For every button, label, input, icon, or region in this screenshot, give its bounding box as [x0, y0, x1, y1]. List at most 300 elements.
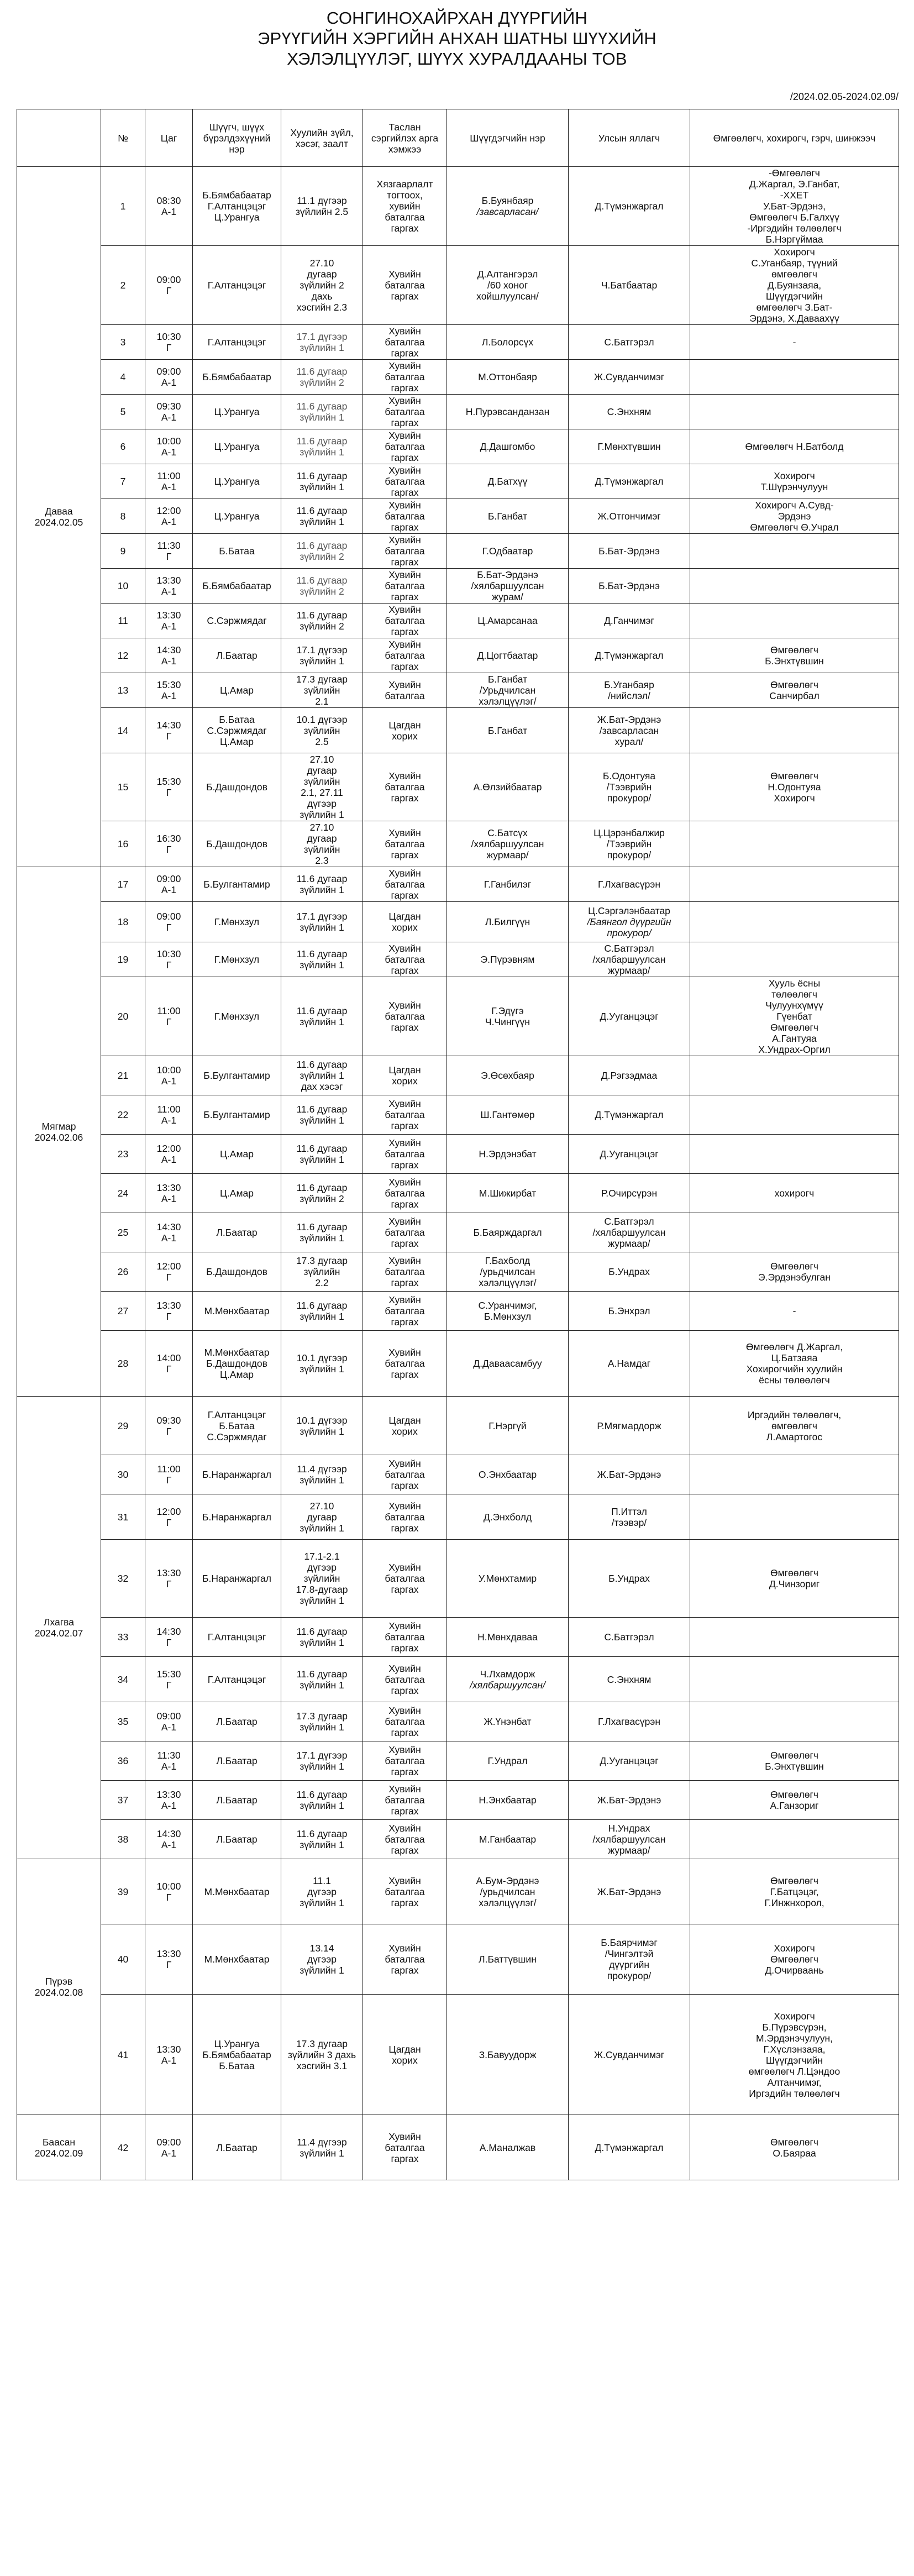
- prosecutor-cell: [569, 867, 690, 902]
- measure-cell-line: Хувийн: [388, 326, 421, 337]
- measure-cell-line: гаргах: [391, 1277, 419, 1288]
- measure-cell-line: баталгаа: [385, 1148, 425, 1160]
- others-cell: [690, 360, 899, 395]
- day-cell-line: Мягмар: [41, 1120, 76, 1132]
- others-cell: [690, 325, 899, 360]
- table-row: [17, 2115, 899, 2180]
- law-cell-line: 11.6 дугаар: [296, 1789, 348, 1800]
- time-cell: [145, 1135, 193, 1174]
- defendant-cell: [447, 1213, 569, 1252]
- time-cell-line: Г: [166, 730, 172, 742]
- judge-cell-line: Г.Мөнхзул: [214, 954, 260, 965]
- others-cell-line: Гүенбат: [776, 1011, 812, 1022]
- prosecutor-cell-line: С.Батгэрэл: [604, 1631, 654, 1643]
- measure-cell-line: тогтоох,: [387, 190, 423, 201]
- prosecutor-cell: [569, 1056, 690, 1095]
- judge-cell-line: Ц.Урангуа: [214, 511, 260, 522]
- law-cell-line: 11.1: [313, 1875, 331, 1886]
- law-cell-line: 11.6 дугаар: [296, 1300, 348, 1311]
- others-cell-line: У.Бат-Эрдэнэ,: [763, 201, 826, 212]
- measure-cell-line: Хувийн: [388, 1177, 421, 1188]
- table-row: [17, 246, 899, 325]
- prosecutor-cell-line: /хялбаршуулсан: [592, 954, 666, 965]
- time-cell: [145, 1494, 193, 1540]
- others-cell: [690, 977, 899, 1056]
- law-cell-line: зүйлийн 2: [300, 1193, 344, 1204]
- measure-cell: [363, 2115, 447, 2180]
- table-row: [17, 1924, 899, 1995]
- others-cell: [690, 395, 899, 429]
- measure-cell-line: гаргах: [391, 291, 419, 302]
- table-row: [17, 1331, 899, 1397]
- measure-cell-line: баталгаа: [385, 650, 425, 661]
- defendant-cell: [447, 534, 569, 569]
- prosecutor-cell-line: Ж.Сувданчимэг: [593, 371, 665, 382]
- time-cell: [145, 1781, 193, 1820]
- measure-cell-line: баталгаа: [385, 1469, 425, 1480]
- prosecutor-cell: [569, 499, 690, 534]
- prosecutor-cell: [569, 638, 690, 673]
- table-row: [17, 499, 899, 534]
- others-cell: [690, 1859, 899, 1924]
- measure-cell-line: Хувийн: [388, 1875, 421, 1886]
- law-cell-line: зүйлийн 1: [300, 1839, 344, 1850]
- prosecutor-cell: [569, 464, 690, 499]
- defendant-cell-line: А.Маналжав: [479, 2142, 536, 2153]
- time-cell-line: 13:30: [156, 2043, 181, 2055]
- law-cell: [281, 569, 363, 604]
- law-cell-line: 27.10: [309, 822, 334, 833]
- judge-cell-line: Г.Мөнхзул: [214, 1011, 260, 1022]
- table-row: [17, 1397, 899, 1455]
- measure-cell-line: Цагдан: [388, 911, 421, 922]
- defendant-cell-line: Г.Ганбилэг: [484, 879, 532, 890]
- law-cell-line: 11.6 дугаар: [296, 1626, 348, 1637]
- time-cell-line: А-1: [161, 1800, 177, 1811]
- row-number: 1: [101, 167, 145, 246]
- judge-cell-line: Б.Бямбабаатар: [202, 580, 271, 591]
- law-cell: [281, 942, 363, 977]
- prosecutor-cell: [569, 1820, 690, 1859]
- others-cell-line: өмгөөлөгч Л.Цэндоо: [748, 2065, 841, 2077]
- time-cell-line: Г: [166, 1517, 172, 1528]
- table-row: [17, 1741, 899, 1781]
- defendant-cell: [447, 246, 569, 325]
- row-number: 38: [101, 1820, 145, 1859]
- prosecutor-cell: [569, 1781, 690, 1820]
- defendant-cell: [447, 1397, 569, 1455]
- others-cell: [690, 1135, 899, 1174]
- law-cell-line: 11.6 дугаар: [296, 505, 348, 516]
- time-cell-line: А-1: [161, 621, 177, 632]
- time-cell-line: А-1: [161, 481, 177, 492]
- others-cell: [690, 1540, 899, 1618]
- time-cell-line: Г: [166, 1475, 172, 1486]
- others-cell-line: Т.Шүрэнчулуун: [760, 481, 828, 492]
- time-cell-line: 11:00: [157, 470, 181, 481]
- table-row: [17, 1859, 899, 1924]
- law-cell-line: 2.5: [315, 736, 329, 747]
- day-cell-line: 2024.02.07: [34, 1628, 83, 1639]
- row-number: 29: [101, 1397, 145, 1455]
- prosecutor-cell: [569, 753, 690, 821]
- measure-cell-line: гаргах: [391, 1845, 419, 1856]
- defendant-cell-line: З.Бавуудорж: [479, 2049, 537, 2060]
- law-cell: [281, 1292, 363, 1331]
- prosecutor-cell-line: /тээвэр/: [611, 1517, 647, 1528]
- law-cell-line: 2.3: [315, 855, 329, 866]
- header-time: Цаг: [145, 109, 193, 167]
- defendant-cell: [447, 821, 569, 867]
- defendant-cell-line: Б.Буянбаяр: [481, 195, 534, 206]
- time-cell: [145, 708, 193, 753]
- others-cell: [690, 429, 899, 464]
- time-cell-line: 13:30: [156, 610, 181, 621]
- prosecutor-cell: [569, 246, 690, 325]
- row-number: 39: [101, 1859, 145, 1924]
- law-cell: [281, 604, 363, 638]
- judge-cell: [193, 499, 281, 534]
- prosecutor-cell-line: Д.Түмэнжаргал: [595, 476, 664, 487]
- prosecutor-cell-line: Д.Түмэнжаргал: [595, 650, 664, 661]
- others-cell: [690, 499, 899, 534]
- measure-cell: [363, 395, 447, 429]
- law-cell: [281, 1618, 363, 1657]
- measure-cell: [363, 325, 447, 360]
- law-cell-line: зүйлийн 2: [300, 377, 344, 388]
- time-cell-line: А-1: [161, 516, 177, 527]
- judge-cell: [193, 821, 281, 867]
- time-cell-line: Г: [166, 787, 172, 798]
- law-cell-line: 11.6 дугаар: [296, 1005, 348, 1016]
- law-cell-line: 17.1 дүгээр: [296, 644, 348, 655]
- defendant-cell-line: С.Батсүх: [487, 827, 528, 838]
- header-others: Өмгөөлөгч, хохирогч, гэрч, шинжээч: [690, 109, 899, 167]
- law-cell: [281, 1455, 363, 1494]
- measure-cell-line: Хувийн: [388, 1216, 421, 1227]
- law-cell-line: зүйлийн 1: [300, 1232, 344, 1244]
- time-cell-line: Г: [166, 342, 172, 353]
- prosecutor-cell-line: дүүргийн: [608, 1959, 650, 1970]
- measure-cell-line: баталгаа: [385, 1886, 425, 1897]
- prosecutor-cell-line: /завсарласан: [599, 725, 659, 736]
- table-row: [17, 1292, 899, 1331]
- others-cell: [690, 1455, 899, 1494]
- prosecutor-cell-line: А.Намдаг: [607, 1358, 651, 1369]
- others-cell: [690, 942, 899, 977]
- law-cell-line: дугаар: [307, 269, 337, 280]
- defendant-cell: [447, 2115, 569, 2180]
- judge-cell: [193, 1174, 281, 1213]
- law-cell: [281, 1781, 363, 1820]
- judge-cell: [193, 1820, 281, 1859]
- measure-cell-line: гаргах: [391, 557, 419, 568]
- table-row: [17, 534, 899, 569]
- defendant-cell-line: Д.Цогтбаатар: [477, 650, 538, 661]
- law-cell-line: 11.1 дүгээр: [297, 195, 347, 206]
- others-cell-line: Өмгөөлөгч: [770, 770, 818, 781]
- defendant-cell: [447, 977, 569, 1056]
- row-number: 7: [101, 464, 145, 499]
- defendant-cell: [447, 1702, 569, 1741]
- measure-cell-line: баталгаа: [385, 580, 425, 591]
- law-cell-line: зүйлийн 1: [300, 412, 344, 423]
- judge-cell-line: Ц.Урангуа: [214, 476, 260, 487]
- prosecutor-cell-line: Ж.Отгончимэг: [597, 511, 661, 522]
- others-cell: [690, 638, 899, 673]
- judge-cell-line: Б.Батаа: [219, 545, 255, 557]
- prosecutor-cell: [569, 821, 690, 867]
- defendant-cell-line: Б.Баярждаргал: [473, 1227, 542, 1238]
- defendant-cell: [447, 604, 569, 638]
- law-cell-line: зүйлийн 1: [300, 1722, 344, 1733]
- measure-cell: [363, 569, 447, 604]
- measure-cell-line: гаргах: [391, 1806, 419, 1817]
- time-cell: [145, 429, 193, 464]
- others-cell-line: Хохирогчийн хуулийн: [746, 1363, 843, 1374]
- measure-cell: [363, 604, 447, 638]
- header-judge: Шүүгч, шүүх бүрэлдэхүүний нэр: [193, 109, 281, 167]
- measure-cell-line: гаргах: [391, 661, 419, 672]
- judge-cell: [193, 708, 281, 753]
- judge-cell-line: С.Сэржмядаг: [207, 725, 267, 736]
- table-row: [17, 1095, 899, 1135]
- judge-cell-line: Ц.Амар: [220, 685, 254, 696]
- defendant-cell-line: /урьдчилсан: [480, 1266, 535, 1277]
- measure-cell-line: баталгаа: [385, 1573, 425, 1584]
- others-cell-line: Санчирбал: [769, 690, 820, 701]
- defendant-cell-line: журмаар/: [486, 849, 529, 861]
- table-row: [17, 1135, 899, 1174]
- law-cell-line: 11.6 дугаар: [296, 948, 348, 959]
- judge-cell: [193, 942, 281, 977]
- law-cell-line: 10.1 дүгээр: [296, 1352, 348, 1363]
- judge-cell-line: С.Сэржмядаг: [207, 615, 267, 626]
- prosecutor-cell-line: Б.Ундрах: [608, 1573, 650, 1584]
- measure-cell-line: баталгаа: [385, 1755, 425, 1766]
- time-cell-line: 11:30: [157, 1750, 181, 1761]
- time-cell: [145, 1056, 193, 1095]
- law-cell-line: зүйлийн 1: [300, 342, 344, 353]
- law-cell-line: зүйлийн: [303, 776, 340, 787]
- prosecutor-cell-line: /хялбаршуулсан: [592, 1227, 666, 1238]
- law-cell-line: зүйлийн 1: [300, 1311, 344, 1322]
- others-cell-line: М.Эрдэнэчулуун,: [755, 2032, 833, 2044]
- time-cell-line: 16:30: [156, 833, 181, 844]
- prosecutor-cell: [569, 1252, 690, 1292]
- row-number: 10: [101, 569, 145, 604]
- row-number: 32: [101, 1540, 145, 1618]
- prosecutor-cell: [569, 1702, 690, 1741]
- measure-cell-line: Хувийн: [388, 534, 421, 545]
- measure-cell-line: Хувийн: [388, 1098, 421, 1109]
- prosecutor-cell: [569, 2115, 690, 2180]
- time-cell: [145, 638, 193, 673]
- law-cell-line: дахь: [311, 291, 333, 302]
- law-cell-line: 2.1, 27.11: [301, 787, 343, 798]
- time-cell: [145, 753, 193, 821]
- law-cell-line: зүйлийн 1: [300, 1475, 344, 1486]
- defendant-cell-line: Ш.Гантөмөр: [480, 1109, 535, 1120]
- prosecutor-cell-line: Ч.Батбаатар: [601, 280, 658, 291]
- others-cell-line: Өмгөөлөгч: [770, 1789, 818, 1800]
- measure-cell-line: Хувийн: [388, 500, 421, 511]
- others-cell-line: Х.Ундрах-Оргил: [758, 1044, 831, 1055]
- law-cell-line: 11.6 дугаар: [296, 470, 348, 481]
- measure-cell-line: хорих: [392, 2054, 418, 2066]
- law-cell-line: 11.6 дугаар: [296, 366, 348, 377]
- measure-cell-line: Хувийн: [388, 1347, 421, 1358]
- law-cell-line: зүйлийн 1: [300, 1897, 344, 1908]
- judge-cell: [193, 867, 281, 902]
- time-cell-line: Г: [166, 959, 172, 970]
- others-cell: [690, 1056, 899, 1095]
- measure-cell: [363, 867, 447, 902]
- time-cell-line: 09:30: [156, 401, 181, 412]
- time-cell-line: 15:30: [156, 679, 181, 690]
- measure-cell-line: гаргах: [391, 890, 419, 901]
- others-cell: [690, 464, 899, 499]
- law-cell-line: зүйлийн 1: [300, 1363, 344, 1374]
- judge-cell: [193, 1252, 281, 1292]
- measure-cell-line: гаргах: [391, 487, 419, 498]
- measure-cell-line: хорих: [392, 730, 418, 742]
- prosecutor-cell-line: Б.Баярчимэг: [601, 1937, 658, 1948]
- header-row: [17, 109, 899, 167]
- time-cell-line: А-1: [161, 884, 177, 895]
- prosecutor-cell-line: журмаар/: [608, 965, 650, 976]
- time-cell-line: Г: [166, 1679, 172, 1691]
- others-cell: [690, 1213, 899, 1252]
- measure-cell-line: Хувийн: [388, 465, 421, 476]
- judge-cell-line: Б.Дашдондов: [206, 838, 267, 849]
- prosecutor-cell-line: Б.Уганбаяр: [604, 679, 654, 690]
- law-cell-line: дүгээр: [307, 1886, 337, 1897]
- others-cell-line: Иргэдийн төлөөлөгч,: [747, 1409, 842, 1420]
- law-cell-line: зүйлийн 1: [300, 1115, 344, 1126]
- time-cell-line: А-1: [161, 1839, 177, 1850]
- time-cell-line: Г: [166, 1637, 172, 1648]
- time-cell: [145, 1924, 193, 1995]
- row-number: 5: [101, 395, 145, 429]
- time-cell-line: Г: [166, 844, 172, 855]
- law-cell-line: 11.6 дугаар: [296, 1104, 348, 1115]
- measure-cell-line: Цагдан: [388, 1414, 421, 1426]
- measure-cell-line: Хувийн: [388, 1500, 421, 1512]
- table-row: [17, 708, 899, 753]
- defendant-cell-line: хэлэлцүүлэг/: [479, 1897, 537, 1908]
- prosecutor-cell: [569, 429, 690, 464]
- law-cell: [281, 1397, 363, 1455]
- measure-cell-line: баталгаа: [385, 2142, 425, 2153]
- others-cell-line: Өмгөөлөгч: [770, 1875, 818, 1886]
- measure-cell-line: гаргах: [391, 1897, 419, 1908]
- measure-cell: [363, 1741, 447, 1781]
- others-cell-line: хохирогч: [774, 1188, 815, 1199]
- table-row: [17, 1252, 899, 1292]
- table-row: [17, 977, 899, 1056]
- measure-cell: [363, 1056, 447, 1095]
- measure-cell-line: гаргах: [391, 1022, 419, 1033]
- measure-cell-line: баталгаа: [385, 545, 425, 557]
- day-cell-line: 2024.02.05: [34, 517, 83, 528]
- measure-cell-line: хувийн: [389, 201, 421, 212]
- prosecutor-cell-line: Ж.Бат-Эрдэнэ: [597, 1795, 661, 1806]
- others-cell-line: Б.Пүрэвсүрэн,: [762, 2021, 827, 2033]
- defendant-cell: [447, 429, 569, 464]
- defendant-cell: [447, 1657, 569, 1702]
- judge-cell: [193, 429, 281, 464]
- prosecutor-cell-line: Р.Мягмардорж: [597, 1420, 661, 1431]
- prosecutor-cell-line: Д.Рэгзэдмаа: [601, 1070, 658, 1081]
- defendant-cell-line: М.Оттонбаяр: [478, 371, 537, 382]
- defendant-cell: [447, 1455, 569, 1494]
- prosecutor-cell: [569, 1292, 690, 1331]
- defendant-cell-line: С.Уранчимэг,: [478, 1300, 537, 1311]
- measure-cell: [363, 753, 447, 821]
- law-cell: [281, 395, 363, 429]
- law-cell-line: 17.3 дугаар: [296, 674, 348, 685]
- law-cell-line: дүгээр: [307, 798, 337, 809]
- row-number: 36: [101, 1741, 145, 1781]
- defendant-cell-line: Н.Мөнхдаваа: [477, 1631, 538, 1643]
- measure-cell: [363, 1657, 447, 1702]
- measure-cell: [363, 429, 447, 464]
- day-cell: [17, 2115, 101, 2180]
- prosecutor-cell: [569, 1657, 690, 1702]
- law-cell-line: зүйлийн 1: [300, 922, 344, 933]
- law-cell-line: 11.4 дүгээр: [297, 1463, 347, 1475]
- defendant-cell: [447, 1859, 569, 1924]
- others-cell-line: Д.Очирваань: [765, 1965, 824, 1976]
- measure-cell-line: Хувийн: [388, 1783, 421, 1795]
- row-number: 30: [101, 1455, 145, 1494]
- law-cell-line: 11.6 дугаар: [296, 540, 348, 551]
- others-cell: [690, 902, 899, 942]
- row-number: 11: [101, 604, 145, 638]
- law-cell-line: зүйлийн 2: [300, 551, 344, 562]
- measure-cell-line: баталгаа: [385, 406, 425, 417]
- measure-cell-line: Хувийн: [388, 1255, 421, 1266]
- time-cell: [145, 1252, 193, 1292]
- measure-cell-line: гаргах: [391, 1316, 419, 1328]
- day-cell-line: Пүрэв: [45, 1976, 73, 1987]
- prosecutor-cell: [569, 1540, 690, 1618]
- prosecutor-cell: [569, 534, 690, 569]
- defendant-cell-line: Л.Болорсүх: [481, 337, 534, 348]
- time-cell-line: А-1: [161, 1075, 177, 1087]
- law-cell: [281, 1540, 363, 1618]
- law-cell-line: зүйлийн 2.5: [295, 206, 349, 217]
- judge-cell-line: М.Мөнхбаатар: [204, 1886, 270, 1897]
- defendant-cell-line: Б.Ганбат: [487, 674, 528, 685]
- measure-cell: [363, 902, 447, 942]
- title-line-3: ХЭЛЭЛЦҮҮЛЭГ, ШҮҮХ ХУРАЛДААНЫ ТОВ: [287, 49, 627, 69]
- judge-cell-line: Ц.Урангуа: [214, 441, 260, 452]
- prosecutor-cell-line: /Тээврийн: [606, 781, 652, 793]
- law-cell: [281, 753, 363, 821]
- defendant-cell: [447, 1135, 569, 1174]
- law-cell-line: 11.6 дугаар: [296, 575, 348, 586]
- others-cell: [690, 1174, 899, 1213]
- law-cell-line: 11.6 дугаар: [296, 436, 348, 447]
- law-cell-line: 27.10: [309, 754, 334, 765]
- measure-cell-line: гаргах: [391, 1643, 419, 1654]
- prosecutor-cell: [569, 167, 690, 246]
- others-cell: [690, 246, 899, 325]
- judge-cell: [193, 167, 281, 246]
- row-number: 18: [101, 902, 145, 942]
